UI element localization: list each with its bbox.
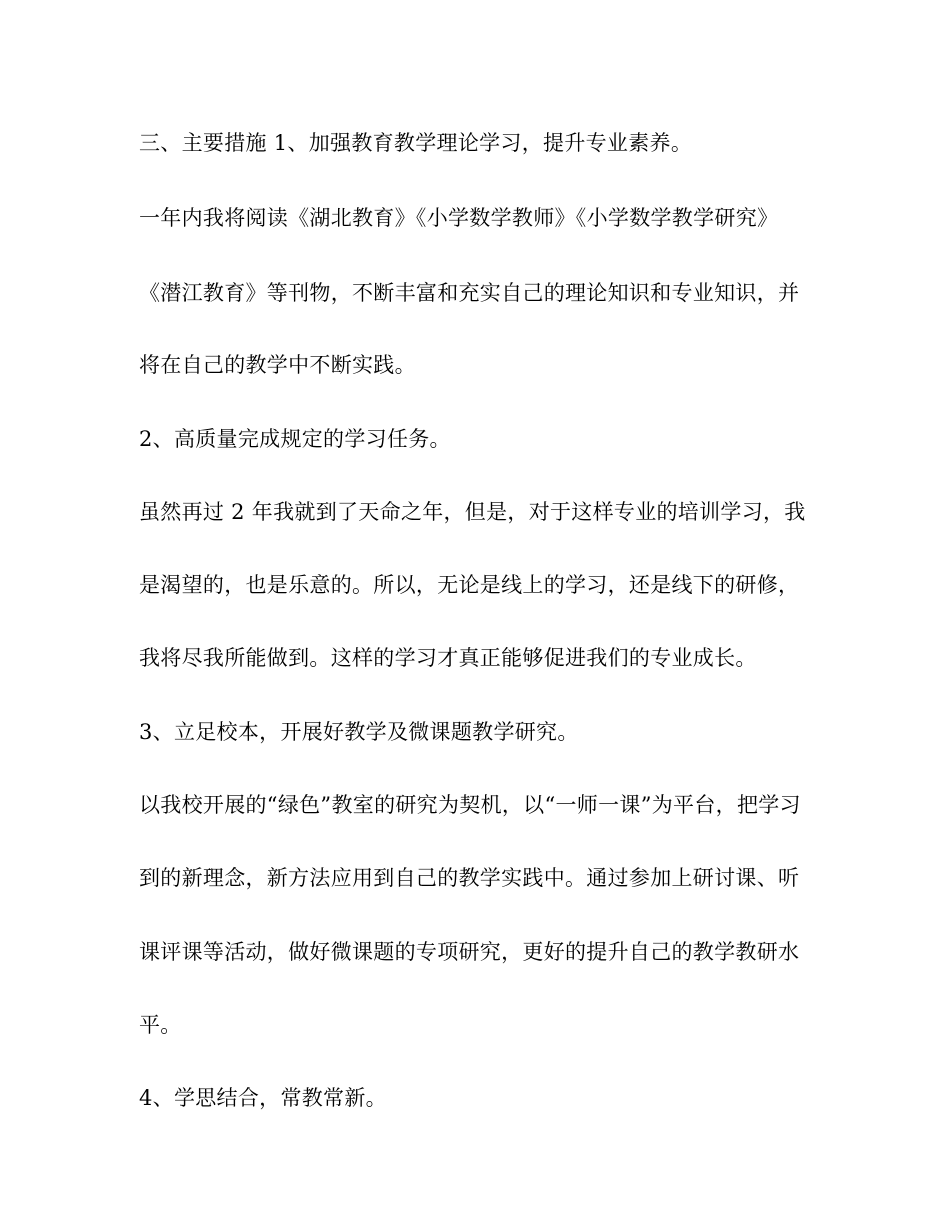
paragraph-line: 平。 bbox=[139, 1013, 182, 1037]
paragraph-line: 虽然再过 2 年我就到了天命之年，但是，对于这样专业的培训学习，我 bbox=[139, 500, 806, 524]
paragraph-line: 是渴望的，也是乐意的。所以，无论是线上的学习，还是线下的研修， bbox=[139, 573, 800, 597]
paragraph-line: 一年内我将阅读《湖北教育》《小学数学教师》《小学数学教学研究》 bbox=[139, 206, 779, 230]
heading-item-3: 3、立足校本，开展好教学及微课题教学研究。 bbox=[139, 720, 579, 744]
paragraph-line: 以我校开展的“绿色”教室的研究为契机，以“一师一课”为平台，把学习 bbox=[139, 793, 801, 817]
paragraph-line: 我将尽我所能做到。这样的学习才真正能够促进我们的专业成长。 bbox=[139, 646, 757, 670]
heading-item-2: 2、高质量完成规定的学习任务。 bbox=[139, 427, 451, 451]
heading-item-4: 4、学思结合，常教常新。 bbox=[139, 1086, 387, 1110]
paragraph-line: 《潜江教育》等刊物，不断丰富和充实自己的理论知识和专业知识，并 bbox=[139, 281, 800, 305]
paragraph-line: 课评课等活动，做好微课题的专项研究，更好的提升自己的教学教研水 bbox=[139, 940, 800, 964]
paragraph-line: 到的新理念，新方法应用到自己的教学实践中。通过参加上研讨课、听 bbox=[139, 866, 800, 890]
paragraph-line: 将在自己的教学中不断实践。 bbox=[139, 353, 416, 377]
heading-main-measures: 三、主要措施 1、加强教育教学理论学习，提升专业素养。 bbox=[139, 131, 693, 155]
